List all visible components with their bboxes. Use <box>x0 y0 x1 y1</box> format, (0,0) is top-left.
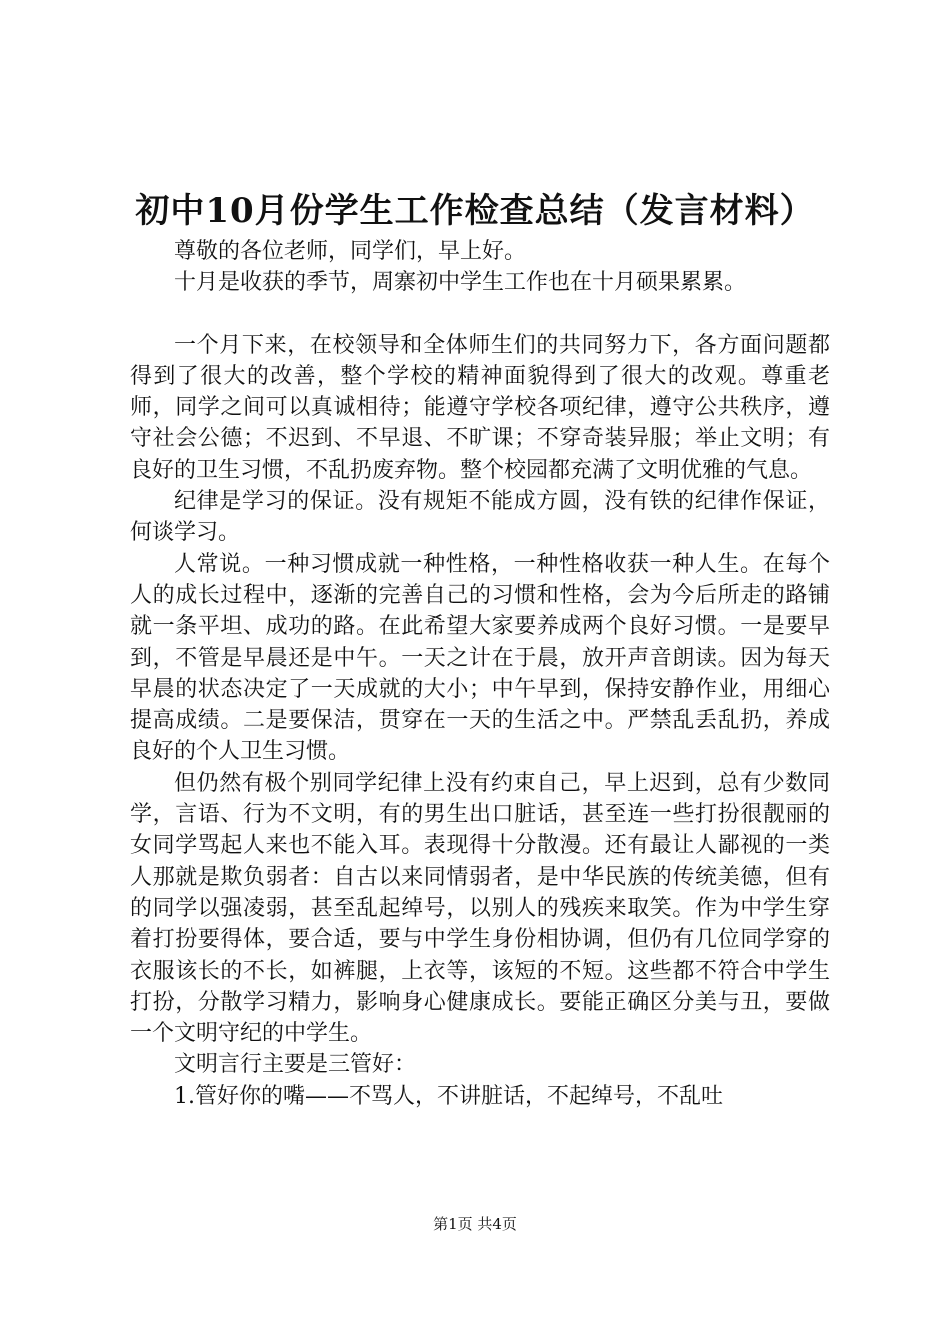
paragraph-greeting: 尊敬的各位老师，同学们，早上好。 <box>174 239 527 264</box>
paragraph-habits: 人常说。一种习惯成就一种性格，一种性格收获一种人生。在每个人的成长过程中，逐渐的完善自己的习惯和性格，会为今后所走的路铺就一条平坦、成功的路。在此希望大家要养成两个良好习惯。一是要早到，不管是早晨还是中午。一天之计在于晨，放开声音朗读。因为每天早晨的状态决定了一天成就的大小；中午早到，保持安静作业，用细心提高成绩。二是要保洁，贯穿在一天的生活之中。严禁乱丢乱扔，养成良好的个人卫生习惯。 <box>130 551 830 765</box>
page-footer: 第1页 共4页 <box>433 1215 517 1233</box>
paragraph-problems: 但仍然有极个别同学纪律上没有约束自己，早上迟到，总有少数同学，言语、行为不文明，有的男生出口脏话，甚至连一些打扮很靓丽的女同学骂起人来也不能入耳。表现得十分散漫。还有最让人鄙视的一类人那就是欺负弱者：自古以来同情弱者，是中华民族的传统美德，但有的同学以强凌弱，甚至乱起绰号，以别人的残疾来取笑。作为中学生穿着打扮要得体，要合适，要与中学生身份相协调，但仍有几位同学穿的衣服该长的不长，如裤腿，上衣等，该短的不短。这些都不符合中学生打扮，分散学习精力，影响身心健康成长。要能正确区分美与丑，要做一个文明守纪的中学生。 <box>130 770 830 1047</box>
paragraph-discipline: 纪律是学习的保证。没有规矩不能成方圆，没有铁的纪律作保证，何谈学习。 <box>130 489 830 546</box>
paragraph-intro: 十月是收获的季节，周寨初中学生工作也在十月硕果累累。 <box>174 270 747 296</box>
paragraph-three-rules: 文明言行主要是三管好： <box>174 1052 417 1078</box>
document-body <box>130 236 830 1112</box>
document-title: 初中10月份学生工作检查总结（发言材料） <box>135 191 815 231</box>
paragraph-achievements: 一个月下来，在校领导和全体师生们的共同努力下，各方面问题都得到了很大的改善，整个学校的精神面貌得到了很大的改观。尊重老师，同学之间可以真诚相待；能遵守学校各项纪律，遵守公共秩序，遵守社会公德；不迟到、不早退、不旷课；不穿奇装异服；举止文明；有良好的卫生习惯，不乱扔废弃物。整个校园都充满了文明优雅的气息。 <box>130 332 830 483</box>
paragraph-rule-one: 1.管好你的嘴——不骂人，不讲脏话，不起绰号，不乱吐 <box>174 1083 723 1109</box>
